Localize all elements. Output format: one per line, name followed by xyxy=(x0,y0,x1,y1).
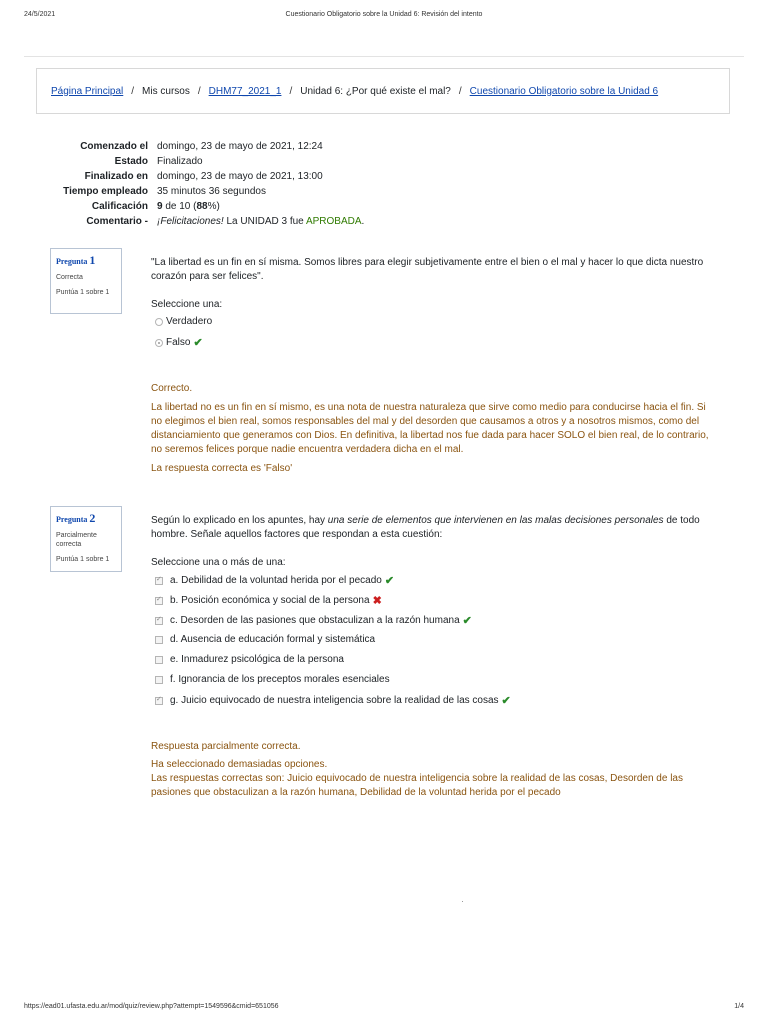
summary-row-started xyxy=(36,139,364,154)
checkbox[interactable] xyxy=(155,577,163,585)
breadcrumb-separator: / xyxy=(458,85,462,97)
summary-row-comment xyxy=(36,214,364,229)
breadcrumb-separator: / xyxy=(197,85,201,97)
print-url: https://ead01.ufasta.edu.ar/mod/quiz/review.php?attempt=1549596&cmid=651056 xyxy=(24,1003,279,1010)
option-label: e. Inmadurez psicológica de la persona xyxy=(170,654,344,665)
grade-value xyxy=(157,199,364,214)
breadcrumb-home-link[interactable]: Página Principal xyxy=(51,85,124,97)
question-1-feedback-text: La libertad no es un fin en sí mismo, es una nota de nuestra naturaleza que sirve como medio para conducirse hacia el fin. Si no elegimos el bien real, somos responsables del mal y del desorden que causamos a otros y a nosotros mismos, como del distanciamiento que generamos con Dios. En definitiva, la libertad nos fue dada para hacer SOLO el bien real, de lo contrario, no seremos felices porque nadie encuentra verdadera dicha en el mal. xyxy=(151,402,709,455)
option-label: f. Ignorancia de los preceptos morales esenciales xyxy=(170,674,390,685)
summary-row-grade xyxy=(36,199,364,214)
summary-value: 35 minutos 36 segundos xyxy=(157,186,266,197)
question-1-right-answer: La respuesta correcta es 'Falso' xyxy=(151,463,293,474)
summary-row-state xyxy=(36,154,364,169)
breadcrumb xyxy=(36,68,730,114)
option-label: d. Ausencia de educación formal y sistemática xyxy=(170,634,376,645)
answer-option-a[interactable] xyxy=(155,574,394,587)
header-divider xyxy=(24,56,744,57)
question-text-part: Según lo explicado en los apuntes, hay xyxy=(151,515,328,526)
print-title: Cuestionario Obligatorio sobre la Unidad 6: Revisión del intento xyxy=(285,11,483,18)
summary-value: domingo, 23 de mayo de 2021, 12:24 xyxy=(157,141,323,152)
question-2-feedback-line: Ha seleccionado demasiadas opciones. xyxy=(151,759,328,770)
breadcrumb-my-courses: Mis cursos xyxy=(142,85,190,97)
question-2-prompt: Seleccione una o más de una: xyxy=(151,557,286,568)
checkbox[interactable] xyxy=(155,656,163,664)
check-icon: ✔ xyxy=(501,695,511,707)
question-text-emphasis: una serie de elementos que intervienen en las malas decisiones personales xyxy=(327,515,664,526)
checkbox[interactable] xyxy=(155,676,163,684)
check-icon: ✔ xyxy=(193,337,203,349)
comment-text: La UNIDAD 3 fue xyxy=(223,216,306,227)
question-num: 2 xyxy=(89,511,96,525)
question-1-prompt: Seleccione una: xyxy=(151,299,223,310)
answer-option-f[interactable] xyxy=(155,674,390,685)
question-num: 1 xyxy=(89,253,96,267)
check-icon: ✔ xyxy=(384,575,395,587)
option-label: g. Juicio equivocado de nuestra inteligencia sobre la realidad de las cosas xyxy=(170,695,499,706)
question-1-feedback-title: Correcto. xyxy=(151,383,193,394)
attempt-summary-table xyxy=(36,139,364,229)
answer-option-falso[interactable] xyxy=(155,336,203,349)
summary-value: Finalizado xyxy=(157,156,203,167)
breadcrumb-unit: Unidad 6: ¿Por qué existe el mal? xyxy=(300,85,451,97)
breadcrumb-quiz-link[interactable]: Cuestionario Obligatorio sobre la Unidad 6 xyxy=(469,85,659,97)
print-date: 24/5/2021 xyxy=(24,11,56,18)
summary-label: Finalizado en xyxy=(84,171,148,182)
summary-value: domingo, 23 de mayo de 2021, 13:00 xyxy=(157,171,323,182)
question-2-feedback-title: Respuesta parcialmente correcta. xyxy=(151,741,301,752)
question-1-info xyxy=(50,248,122,314)
checkbox[interactable] xyxy=(155,697,163,705)
option-label: Falso xyxy=(166,337,191,348)
summary-label: Comenzado el xyxy=(80,141,148,152)
approved-status: APROBADA xyxy=(305,216,362,227)
question-label: Pregunta xyxy=(56,257,90,266)
answer-option-verdadero[interactable] xyxy=(155,316,212,327)
grade-percent: 88 xyxy=(196,201,208,212)
summary-row-time xyxy=(36,184,364,199)
summary-label: Calificación xyxy=(91,201,148,212)
grade-percent-sign: %) xyxy=(207,201,220,212)
breadcrumb-separator: / xyxy=(289,85,293,97)
option-label: a. Debilidad de la voluntad herida por el pecado xyxy=(170,575,382,586)
comment-end: . xyxy=(361,216,365,227)
question-2-text xyxy=(151,514,721,542)
breadcrumb-course-link[interactable]: DHM77_2021_1 xyxy=(208,85,282,97)
comment-congrats: ¡Felicitaciones! xyxy=(157,216,224,227)
checkbox[interactable] xyxy=(155,636,163,644)
summary-label: Tiempo empleado xyxy=(63,186,148,197)
breadcrumb-separator: / xyxy=(131,85,135,97)
answer-option-c[interactable] xyxy=(155,614,472,627)
option-label: Verdadero xyxy=(166,316,213,327)
question-grade: Puntúa 1 sobre 1 xyxy=(56,289,110,296)
question-state: Parcialmente correcta xyxy=(56,532,97,548)
option-label: b. Posición económica y social de la persona xyxy=(170,595,370,606)
answer-option-b[interactable] xyxy=(155,594,382,607)
question-text-part: de todo hombre. Señale aquellos factores que respondan a esta cuestión: xyxy=(151,515,700,540)
grade-score: 9 xyxy=(157,201,163,212)
question-2-info xyxy=(50,506,122,572)
checkbox[interactable] xyxy=(155,597,163,605)
cross-icon: ✖ xyxy=(372,595,382,607)
question-state: Correcta xyxy=(56,274,83,281)
answer-option-g[interactable] xyxy=(155,694,511,707)
print-page-number: 1/4 xyxy=(734,1003,744,1010)
answer-option-d[interactable] xyxy=(155,634,375,645)
question-label: Pregunta xyxy=(56,515,90,524)
grade-total: de 10 ( xyxy=(162,201,197,212)
radio-button[interactable] xyxy=(155,318,163,326)
checkbox[interactable] xyxy=(155,617,163,625)
summary-label: Estado xyxy=(114,156,148,167)
summary-row-finished xyxy=(36,169,364,184)
question-number xyxy=(56,253,116,268)
answer-option-e[interactable] xyxy=(155,654,344,665)
question-number xyxy=(56,511,116,526)
check-icon: ✔ xyxy=(462,615,472,627)
summary-label: Comentario - xyxy=(86,216,148,227)
radio-button[interactable] xyxy=(155,339,163,347)
option-label: c. Desorden de las pasiones que obstaculizan a la razón humana xyxy=(170,615,460,626)
question-2-right-answer: Las respuestas correctas son: Juicio equivocado de nuestra inteligencia sobre la realidad de las cosas, Desorden de las pasiones que obstaculizan a la razón humana, Debilidad de la voluntad herida por el pecado xyxy=(151,773,683,798)
comment-value xyxy=(157,214,364,229)
stray-dot xyxy=(462,901,463,902)
question-grade: Puntúa 1 sobre 1 xyxy=(56,556,110,563)
question-1-text: "La libertad es un fin en sí misma. Somos libres para elegir subjetivamente entre el bien o el mal y hacer lo que dicta nuestro corazón para ser felices". xyxy=(151,257,704,282)
